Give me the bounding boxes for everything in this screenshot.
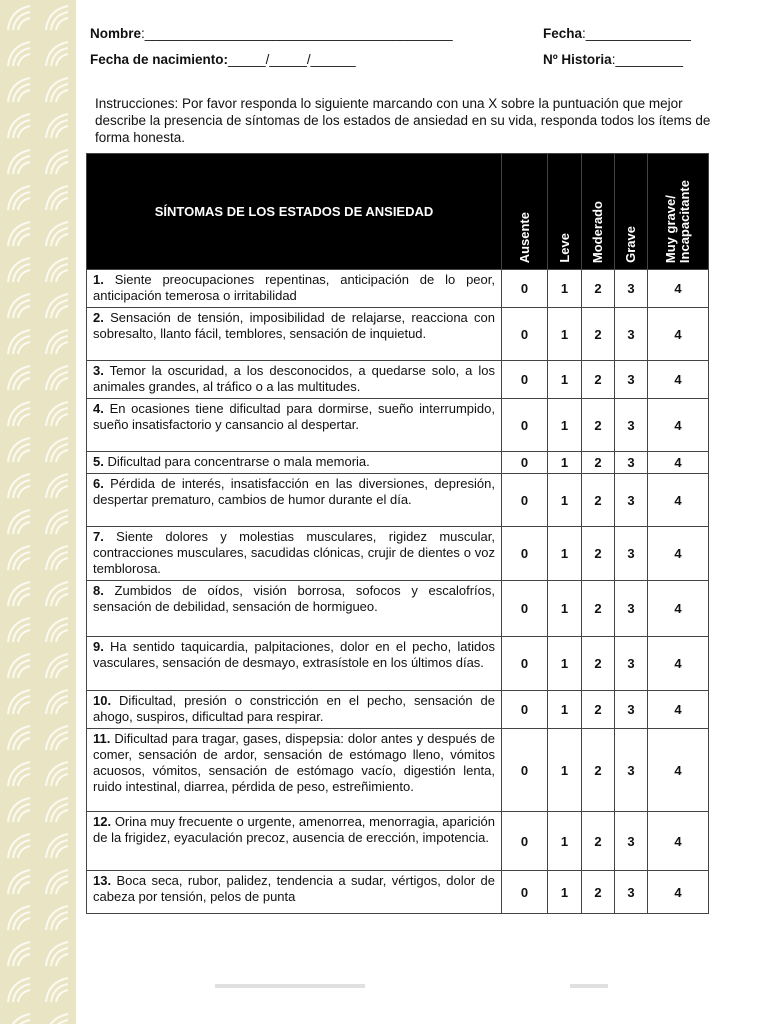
table-row: [87, 270, 709, 308]
score-option[interactable]: 1: [548, 691, 582, 729]
score-option[interactable]: 3: [615, 581, 648, 637]
date-field[interactable]: [543, 26, 691, 41]
history-blank[interactable]: :_________: [611, 52, 684, 67]
score-option[interactable]: 4: [648, 270, 709, 308]
symptom-item: [87, 308, 502, 361]
item-text: Sensación de tensión, imposibilidad de relajarse, reacciona con sobresalto, llanto fácil, temblores, sensación de inquietud.: [93, 310, 495, 341]
item-number: 8.: [93, 583, 104, 598]
score-option[interactable]: 0: [502, 399, 548, 452]
score-option[interactable]: 1: [548, 361, 582, 399]
score-option[interactable]: 0: [502, 691, 548, 729]
score-option[interactable]: 0: [502, 361, 548, 399]
item-text: Siente dolores y molestias musculares, rigidez muscular, contracciones musculares, sacudidas clónicas, crujir de dientes o voz temblorosa.: [93, 529, 495, 576]
item-text: Dificultad para concentrarse o mala memoria.: [107, 454, 370, 469]
table-row: [87, 581, 709, 637]
score-option[interactable]: 4: [648, 691, 709, 729]
table-title: SÍNTOMAS DE LOS ESTADOS DE ANSIEDAD: [87, 154, 502, 270]
date-label: Fecha: [543, 26, 583, 41]
item-text: En ocasiones tiene dificultad para dormirse, sueño interrumpido, sueño insatisfactorio y cansancio al despertar.: [93, 401, 495, 432]
item-text: Ha sentido taquicardia, palpitaciones, dolor en el pecho, latidos vasculares, sensación de desmayo, extrasístole en los últimos días.: [93, 639, 495, 670]
score-option[interactable]: 4: [648, 399, 709, 452]
table-row: [87, 452, 709, 474]
score-option[interactable]: 2: [582, 399, 615, 452]
score-option[interactable]: 2: [582, 474, 615, 527]
history-label: Nº Historia: [543, 52, 612, 67]
symptom-item: [87, 452, 502, 474]
name-blank[interactable]: :_________________________________________: [141, 26, 453, 41]
score-option[interactable]: 2: [582, 581, 615, 637]
item-text: Boca seca, rubor, palidez, tendencia a sudar, vértigos, dolor de cabeza por tensión, pelos de punta: [93, 873, 495, 904]
score-option[interactable]: 2: [582, 691, 615, 729]
score-option[interactable]: 3: [615, 399, 648, 452]
score-option[interactable]: 2: [582, 452, 615, 474]
symptom-item: [87, 637, 502, 691]
score-option[interactable]: 4: [648, 581, 709, 637]
birthdate-blank[interactable]: _____/_____/______: [228, 52, 356, 67]
score-option[interactable]: 0: [502, 871, 548, 914]
score-option[interactable]: 2: [582, 361, 615, 399]
score-option[interactable]: 0: [502, 474, 548, 527]
score-option[interactable]: 2: [582, 527, 615, 581]
score-option[interactable]: 3: [615, 729, 648, 812]
item-number: 1.: [93, 272, 104, 287]
score-option[interactable]: 3: [615, 871, 648, 914]
score-option[interactable]: 3: [615, 637, 648, 691]
score-option[interactable]: 4: [648, 637, 709, 691]
table-row: [87, 637, 709, 691]
score-option[interactable]: 0: [502, 729, 548, 812]
score-option[interactable]: 1: [548, 581, 582, 637]
score-option[interactable]: 1: [548, 452, 582, 474]
symptom-item: [87, 361, 502, 399]
score-option[interactable]: 1: [548, 637, 582, 691]
table-row: [87, 691, 709, 729]
symptom-item: [87, 270, 502, 308]
score-option[interactable]: 2: [582, 871, 615, 914]
score-option[interactable]: 4: [648, 527, 709, 581]
symptom-item: [87, 399, 502, 452]
score-option[interactable]: 2: [582, 812, 615, 871]
score-option[interactable]: 1: [548, 871, 582, 914]
anxiety-symptoms-table: [86, 153, 709, 914]
item-text: Dificultad, presión o constricción en el pecho, sensación de ahogo, suspiros, dificultad para respirar.: [93, 693, 495, 724]
score-option[interactable]: 2: [582, 729, 615, 812]
item-number: 12.: [93, 814, 112, 829]
score-option[interactable]: 1: [548, 474, 582, 527]
table-row: [87, 527, 709, 581]
table-row: [87, 361, 709, 399]
score-option[interactable]: 0: [502, 637, 548, 691]
score-option[interactable]: 3: [615, 452, 648, 474]
item-number: 10.: [93, 693, 112, 708]
score-option[interactable]: 0: [502, 527, 548, 581]
column-header-label: Ausente: [516, 211, 532, 263]
date-blank[interactable]: :______________: [582, 26, 691, 41]
score-option[interactable]: 0: [502, 308, 548, 361]
symptom-item: [87, 729, 502, 812]
symptom-item: [87, 691, 502, 729]
score-option[interactable]: 1: [548, 527, 582, 581]
symptom-item: [87, 474, 502, 527]
table-row: [87, 308, 709, 361]
symptom-item: [87, 871, 502, 914]
score-option[interactable]: 2: [582, 308, 615, 361]
item-text: Orina muy frecuente o urgente, amenorrea, menorragia, aparición de la frigidez, eyaculación precoz, ausencia de erección, impotencia.: [93, 814, 495, 845]
score-option[interactable]: 2: [582, 637, 615, 691]
score-option[interactable]: 1: [548, 399, 582, 452]
column-header: [615, 154, 648, 270]
swirl-pattern-icon: [0, 0, 76, 1024]
score-option[interactable]: 4: [648, 474, 709, 527]
table-row: [87, 729, 709, 812]
item-text: Dificultad para tragar, gases, dispepsia: dolor antes y después de comer, sensación de ardor, sensación de estómago lleno, vómitos acuosos, vómitos, sensación de estómago vacío, digestión lenta, ruido intestinal, diarrea, pérdida de peso, estreñimiento.: [93, 731, 495, 794]
score-option[interactable]: 0: [502, 452, 548, 474]
score-option[interactable]: 1: [548, 729, 582, 812]
score-option[interactable]: 3: [615, 308, 648, 361]
score-option[interactable]: 1: [548, 270, 582, 308]
item-number: 5.: [93, 454, 104, 469]
score-option[interactable]: 3: [615, 270, 648, 308]
birthdate-label: Fecha de nacimiento:: [90, 52, 229, 67]
score-option[interactable]: 3: [615, 527, 648, 581]
table-row: [87, 871, 709, 914]
column-header-label: Grave: [623, 226, 638, 263]
score-option[interactable]: 3: [615, 691, 648, 729]
name-field[interactable]: [90, 26, 453, 41]
score-option[interactable]: 2: [582, 270, 615, 308]
table-header-row: [87, 154, 709, 270]
score-option[interactable]: 3: [615, 812, 648, 871]
symptom-item: [87, 812, 502, 871]
item-number: 11.: [93, 731, 111, 746]
instructions-text: Instrucciones: Por favor responda lo siguiente marcando con una X sobre la puntuación que mejor describe la presencia de síntomas de los estados de ansiedad en su vida, responda todos los ítems de forma honesta.: [95, 96, 711, 145]
score-option[interactable]: 4: [648, 308, 709, 361]
item-number: 2.: [93, 310, 104, 325]
item-text: Pérdida de interés, insatisfacción en las diversiones, depresión, despertar prematuro, cambios de humor durante el día.: [93, 476, 495, 507]
item-number: 9.: [93, 639, 104, 654]
item-number: 4.: [93, 401, 104, 416]
score-option[interactable]: 0: [502, 270, 548, 308]
table-row: [87, 474, 709, 527]
column-header: [582, 154, 615, 270]
item-number: 6.: [93, 476, 104, 491]
scan-artifact: [215, 984, 365, 988]
item-number: 3.: [93, 363, 104, 378]
symptom-item: [87, 527, 502, 581]
column-header: [648, 154, 709, 270]
column-header: [548, 154, 582, 270]
column-header-label: Leve: [556, 233, 572, 263]
column-header-label: Moderado: [590, 200, 605, 263]
score-option[interactable]: 4: [648, 452, 709, 474]
name-label: Nombre: [90, 26, 142, 41]
item-number: 7.: [93, 529, 104, 544]
score-option[interactable]: 0: [502, 581, 548, 637]
decorative-sidebar: [0, 0, 76, 1024]
column-header: [502, 154, 548, 270]
table-row: [87, 812, 709, 871]
table-row: [87, 399, 709, 452]
birthdate-field[interactable]: [90, 52, 356, 67]
symptom-item: [87, 581, 502, 637]
score-option[interactable]: 1: [548, 308, 582, 361]
score-option[interactable]: 4: [648, 871, 709, 914]
item-text: Temor la oscuridad, a los desconocidos, a quedarse solo, a los animales grandes, al tráfico o a las multitudes.: [93, 363, 495, 394]
history-field[interactable]: [543, 52, 683, 67]
item-number: 13.: [93, 873, 112, 888]
score-option[interactable]: 0: [502, 812, 548, 871]
column-header-label: Muy grave/ Incapacitante: [663, 179, 692, 263]
score-option[interactable]: 1: [548, 812, 582, 871]
score-option[interactable]: 4: [648, 361, 709, 399]
score-option[interactable]: 4: [648, 812, 709, 871]
score-option[interactable]: 4: [648, 729, 709, 812]
item-text: Zumbidos de oídos, visión borrosa, sofocos y escalofríos, sensación de debilidad, sensación de hormigueo.: [93, 583, 495, 614]
scan-artifact: [570, 984, 608, 988]
item-text: Siente preocupaciones repentinas, anticipación de lo peor, anticipación temerosa o irritabilidad: [93, 272, 495, 303]
score-option[interactable]: 3: [615, 361, 648, 399]
score-option[interactable]: 3: [615, 474, 648, 527]
